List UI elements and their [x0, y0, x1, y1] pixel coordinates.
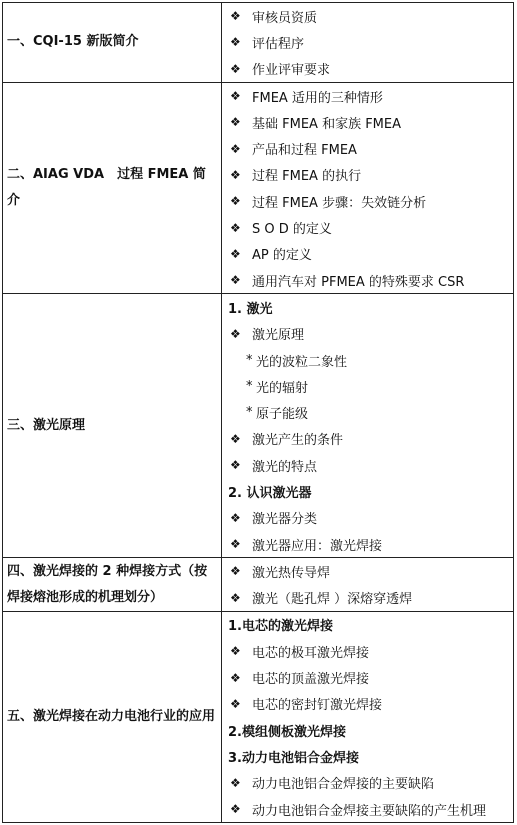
list-item	[222, 638, 513, 664]
sub-list-item	[222, 347, 513, 373]
item-text: 激光器应用：激光焊接	[252, 538, 383, 554]
diamond-bullet-icon: ❖	[230, 9, 241, 24]
list-item	[222, 426, 513, 452]
list-heading: 1. 激光	[228, 301, 273, 317]
list-item	[222, 29, 513, 55]
asterisk-bullet-icon: *	[246, 405, 253, 421]
item-text: 过程 FMEA 步骤：失效链分析	[252, 195, 427, 211]
section-row	[3, 611, 514, 822]
item-text: FMEA 适用的三种情形	[252, 90, 383, 106]
section-row	[3, 82, 514, 293]
section-items	[222, 82, 514, 293]
diamond-bullet-icon: ❖	[230, 537, 241, 552]
diamond-bullet-icon: ❖	[230, 220, 241, 235]
list-item	[222, 796, 513, 822]
diamond-bullet-icon: ❖	[230, 802, 241, 817]
diamond-bullet-icon: ❖	[230, 510, 241, 525]
diamond-bullet-icon: ❖	[230, 431, 241, 446]
list-item	[222, 135, 513, 161]
list-item	[222, 452, 513, 478]
item-text: 激光的特点	[252, 459, 318, 475]
section-row	[3, 3, 514, 83]
list-item	[222, 770, 513, 796]
sub-list-item	[222, 399, 513, 425]
list-item	[222, 3, 513, 29]
item-text: 激光热传导焊	[252, 565, 331, 581]
diamond-bullet-icon: ❖	[230, 775, 241, 790]
diamond-bullet-icon: ❖	[230, 696, 241, 711]
section-row	[3, 558, 514, 612]
diamond-bullet-icon: ❖	[230, 458, 241, 473]
diamond-bullet-icon: ❖	[230, 644, 241, 659]
section-topic: 四、激光焊接的 2 种焊接方式（按焊接熔池形成的机理划分）	[3, 558, 222, 612]
asterisk-bullet-icon: *	[246, 352, 253, 368]
item-text: 电芯的极耳激光焊接	[252, 645, 370, 661]
list-item	[222, 321, 513, 347]
item-text: 作业评审要求	[252, 63, 331, 79]
list-heading: 3.动力电池铝合金焊接	[228, 750, 359, 766]
asterisk-bullet-icon: *	[246, 378, 253, 394]
list-item	[222, 214, 513, 240]
list-item	[222, 162, 513, 188]
section-topic: 三、激光原理	[3, 294, 222, 558]
section-topic: 二、AIAG VDA 过程 FMEA 简介	[3, 82, 222, 293]
sub-list-item	[222, 373, 513, 399]
diamond-bullet-icon: ❖	[230, 670, 241, 685]
item-text: 过程 FMEA 的执行	[252, 169, 362, 185]
section-topic: 五、激光焊接在动力电池行业的应用	[3, 611, 222, 822]
item-text: 光的波粒二象性	[256, 354, 348, 370]
list-item	[222, 56, 513, 82]
list-item	[222, 83, 513, 109]
diamond-bullet-icon: ❖	[230, 61, 241, 76]
item-text: 通用汽车对 PFMEA 的特殊要求 CSR	[252, 274, 465, 290]
item-text: 动力电池铝合金焊接的主要缺陷	[252, 777, 435, 793]
diamond-bullet-icon: ❖	[230, 273, 241, 288]
item-text: 原子能级	[256, 407, 309, 423]
list-item	[222, 267, 513, 293]
diamond-bullet-icon: ❖	[230, 564, 241, 579]
item-text: 激光产生的条件	[252, 433, 344, 449]
item-text: 动力电池铝合金焊接主要缺陷的产生机理	[252, 803, 487, 819]
item-text: 电芯的密封钉激光焊接	[252, 698, 383, 714]
list-item	[222, 505, 513, 531]
item-text: 激光（匙孔焊 ）深熔穿透焊	[252, 592, 413, 608]
diamond-bullet-icon: ❖	[230, 246, 241, 261]
item-text: 激光器分类	[252, 512, 318, 528]
section-topic: 一、CQI-15 新版简介	[3, 3, 222, 83]
item-text: S O D 的定义	[252, 222, 332, 238]
list-item	[222, 664, 513, 690]
section-row	[3, 294, 514, 558]
section-items	[222, 3, 514, 83]
item-text: 评估程序	[252, 36, 305, 52]
list-item	[222, 585, 513, 611]
diamond-bullet-icon: ❖	[230, 326, 241, 341]
item-text: 光的辐射	[256, 380, 309, 396]
diamond-bullet-icon: ❖	[230, 590, 241, 605]
item-text: AP 的定义	[252, 248, 312, 264]
list-item	[222, 531, 513, 557]
diamond-bullet-icon: ❖	[230, 115, 241, 130]
course-outline-table	[2, 2, 514, 823]
section-items	[222, 611, 514, 822]
list-item	[222, 109, 513, 135]
list-item	[222, 558, 513, 584]
item-text: 基础 FMEA 和家族 FMEA	[252, 116, 401, 132]
list-item	[222, 188, 513, 214]
list-heading: 1.电芯的激光焊接	[228, 619, 333, 635]
list-heading: 2.模组侧板激光焊接	[228, 724, 346, 740]
item-text: 电芯的顶盖激光焊接	[252, 672, 370, 688]
list-item	[222, 241, 513, 267]
item-text: 产品和过程 FMEA	[252, 143, 357, 159]
item-text: 审核员资质	[252, 10, 318, 26]
diamond-bullet-icon: ❖	[230, 35, 241, 50]
section-items	[222, 294, 514, 558]
list-heading: 2. 认识激光器	[228, 485, 312, 501]
diamond-bullet-icon: ❖	[230, 167, 241, 182]
diamond-bullet-icon: ❖	[230, 194, 241, 209]
diamond-bullet-icon: ❖	[230, 89, 241, 104]
list-item	[222, 691, 513, 717]
diamond-bullet-icon: ❖	[230, 141, 241, 156]
section-items	[222, 558, 514, 612]
item-text: 激光原理	[252, 328, 305, 344]
